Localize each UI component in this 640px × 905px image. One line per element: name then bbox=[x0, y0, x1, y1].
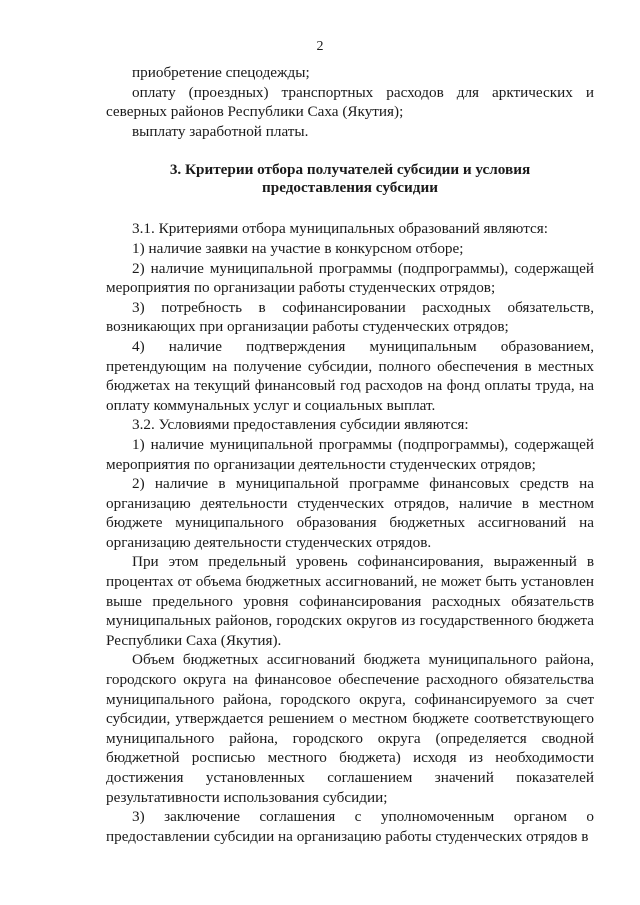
cofinancing-limit-paragraph: При этом предельный уровень софинансирования, выраженный в процентах от объема бюджетных ассигнований, не может быть установлен выше предельного уровня софинансирования расходных обязательств муниципальных районов, городских округов из государственного бюджета Республики Саха (Якутия). bbox=[106, 553, 594, 649]
condition-2: 2) наличие в муниципальной программе финансовых средств на организацию деятельности студенческих отрядов, наличие в местном бюджете муниципального образования бюджетных ассигнований на организацию деятельности студенческих отрядов. bbox=[106, 475, 594, 551]
intro-line-workwear: приобретение спецодежды; bbox=[132, 64, 310, 81]
paragraph-3-1: 3.1. Критериями отбора муниципальных образований являются: bbox=[132, 220, 548, 238]
criterion-3: 3) потребность в софинансировании расходных обязательств, возникающих при организации работы студенческих отрядов; bbox=[106, 298, 594, 336]
document-body bbox=[106, 63, 594, 846]
budget-allocation-paragraph: Объем бюджетных ассигнований бюджета муниципального района, городского округа на финансовое обеспечение расходного обязательства муниципального района, городского округа, софинансируемого за счет субсидии, утверждается решением о местном бюджете соответствующего муниципального района, городского округа (определяется сводной бюджетной росписью местного бюджета) исходя из необходимости достижения установленных соглашением значений показателей результативности использования субсидии; bbox=[106, 651, 594, 806]
intro-line-salary: выплату заработной платы. bbox=[132, 122, 309, 140]
section-heading-line-1: 3. Критерии отбора получателей субсидии и условия bbox=[169, 161, 531, 179]
criterion-2: 2) наличие муниципальной программы (подпрограммы), содержащей мероприятия по организации работы студенческих отрядов; bbox=[106, 259, 594, 297]
condition-1: 1) наличие муниципальной программы (подпрограммы), содержащей мероприятия по организации деятельности студенческих отрядов; bbox=[106, 435, 594, 473]
page-number: 2 bbox=[316, 39, 324, 54]
paragraph-3-2: 3.2. Условиями предоставления субсидии являются: bbox=[132, 416, 469, 434]
criterion-1: 1) наличие заявки на участие в конкурсном отборе; bbox=[132, 239, 464, 257]
section-heading bbox=[106, 161, 594, 197]
section-heading-line-2: предоставления субсидии bbox=[262, 179, 438, 197]
intro-line-travel: оплату (проездных) транспортных расходов для арктических и северных районов Республики Саха (Якутия); bbox=[106, 83, 594, 121]
criterion-4: 4) наличие подтверждения муниципальным образованием, претендующим на получение субсидии, полного обеспечения в местных бюджетах на текущий финансовый год расходов на фонд оплаты труда, на оплату коммунальных услуг и социальных выплат. bbox=[106, 337, 594, 414]
condition-3: 3) заключение соглашения с уполномоченным органом о предоставлении субсидии на организацию работы студенческих отрядов в bbox=[106, 808, 594, 845]
